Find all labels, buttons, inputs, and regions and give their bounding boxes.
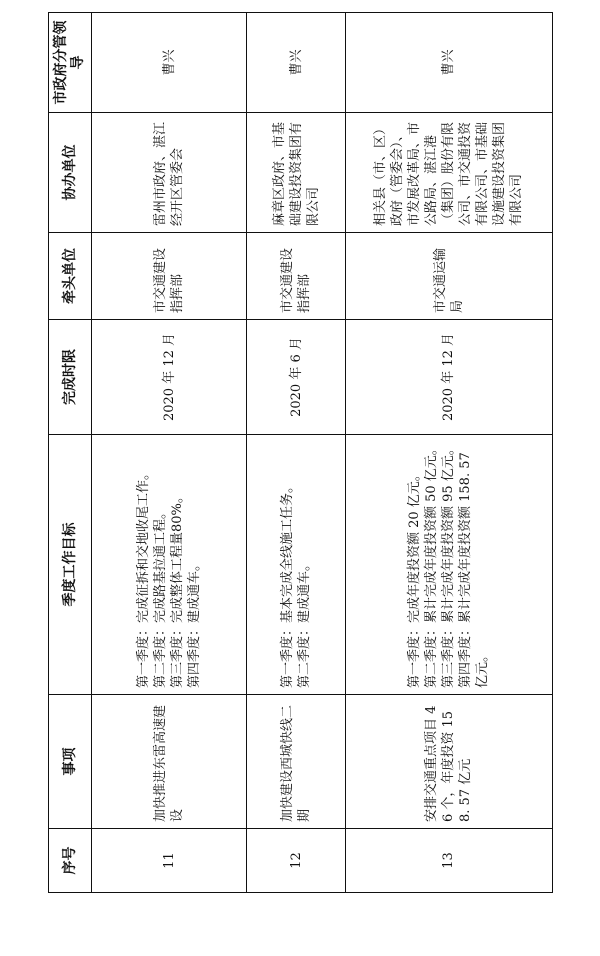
goal-line: 第一季度：完成年度投资额 20 亿元。 <box>407 468 423 688</box>
row-item: 加快推进东雷高速建设 <box>92 695 247 829</box>
header-lead: 牵头单位 <box>49 233 92 320</box>
goal-line: 第二季度：建成通车。 <box>297 557 313 688</box>
row-goals <box>92 435 247 695</box>
row-goals <box>247 435 345 695</box>
row-deadline: 2020 年 12 月 <box>345 320 552 435</box>
row-goals <box>345 435 552 695</box>
row-seq: 13 <box>345 829 552 893</box>
row-assist: 相关县（市、区）政府（管委会）、市发展改革局、市公路局、湛江港（集团）股份有限公司、市交通投资有限公司、市基础设施建设投资集团有限公司 <box>345 113 552 233</box>
header-leader: 市政府分管领导 <box>49 13 92 113</box>
row-deadline: 2020 年 6 月 <box>247 320 345 435</box>
row-leader: 曹兴 <box>345 13 552 113</box>
header-assist: 协办单位 <box>49 113 92 233</box>
goal-line: 第四季度：建成通车。 <box>187 557 203 688</box>
row-assist: 雷州市政府、湛江经开区管委会 <box>92 113 247 233</box>
header-deadline: 完成时限 <box>49 320 92 435</box>
header-row <box>49 13 92 893</box>
goal-line: 第三季度：完成整体工程量80%。 <box>170 490 186 688</box>
row-item: 安排交通重点项目 46 个，年度投资 158. 57 亿元 <box>345 695 552 829</box>
header-item: 事项 <box>49 695 92 829</box>
row-leader: 曹兴 <box>247 13 345 113</box>
header-seq: 序号 <box>49 829 92 893</box>
table-row <box>247 13 345 893</box>
goal-line: 第二季度：累计完成年度投资额 50 亿元。 <box>424 442 440 688</box>
row-seq: 12 <box>247 829 345 893</box>
row-assist: 麻章区政府、市基础建设投资集团有限公司 <box>247 113 345 233</box>
table-row <box>345 13 552 893</box>
row-item: 加快建设西城快线二期 <box>247 695 345 829</box>
row-lead: 市交通建设指挥部 <box>92 233 247 320</box>
row-leader: 曹兴 <box>92 13 247 113</box>
row-deadline: 2020 年 12 月 <box>92 320 247 435</box>
goal-line: 第一季度：完成征拆和交地收尾工作。 <box>136 466 152 688</box>
goal-line: 第三季度：累计完成年度投资额 95 亿元。 <box>441 442 457 688</box>
rotated-document-page <box>48 13 553 893</box>
row-seq: 11 <box>92 829 247 893</box>
row-lead: 市交通建设指挥部 <box>247 233 345 320</box>
goal-line: 第四季度：累计完成年度投资额 158. 57 亿元。 <box>458 452 491 688</box>
table-row <box>92 13 247 893</box>
work-target-table <box>48 12 553 893</box>
row-lead: 市交通运输局 <box>345 233 552 320</box>
goal-line: 第二季度：完成路基拉通工程。 <box>153 505 169 688</box>
goal-line: 第一季度：基本完成全线施工任务。 <box>280 479 296 688</box>
header-goal: 季度工作目标 <box>49 435 92 695</box>
